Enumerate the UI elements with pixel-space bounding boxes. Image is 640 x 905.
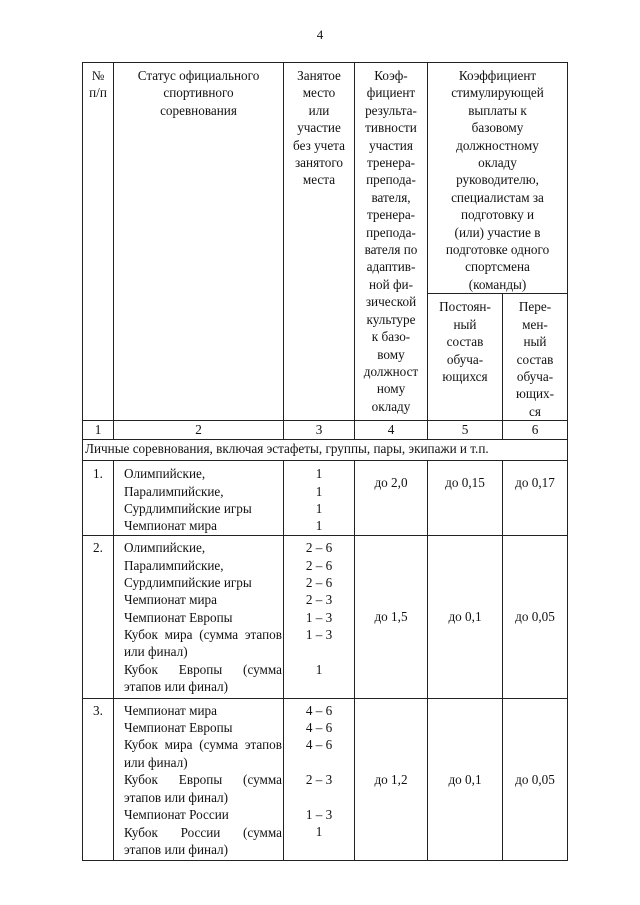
place-value — [286, 643, 352, 660]
status-line: Сурдлимпийские игры — [124, 500, 252, 516]
place-value: 2 – 6 — [305, 574, 333, 590]
section-row — [83, 440, 568, 461]
coefficient-value: до 2,0 — [355, 461, 428, 536]
table-row — [83, 461, 568, 536]
place-value: 4 – 6 — [305, 720, 333, 736]
status-line: Кубок Европы (сумма этапов или финал) — [124, 661, 282, 695]
place-value: 1 — [315, 518, 323, 534]
competition-status — [114, 536, 284, 699]
header-bonus-coefficient: Коэффициент стимулирующей выплаты к базовому должностному окладу руководителю, специалистам за подготовку и (или) участие в подготовке одного спортсмена (команды) — [428, 63, 568, 294]
header-number: № п/п — [83, 63, 114, 421]
status-line: Чемпионат Европы — [124, 720, 233, 736]
place-value: 2 – 6 — [305, 557, 333, 573]
place-value: 1 – 3 — [305, 609, 333, 625]
variable-value: до 0,05 — [503, 536, 568, 699]
place-value: 1 — [315, 466, 323, 482]
place-value: 1 — [315, 500, 323, 516]
status-line: Чемпионат мира — [124, 592, 217, 608]
place-value — [286, 841, 352, 858]
page-number: 4 — [316, 27, 324, 42]
place-value: 1 – 3 — [305, 807, 333, 823]
place-value: 2 – 3 — [305, 592, 333, 608]
place-value: 2 – 6 — [305, 540, 333, 556]
section-title: Личные соревнования, включая эстафеты, группы, пары, экипажи и т.п. — [83, 440, 568, 461]
status-line: Сурдлимпийские игры — [124, 574, 252, 590]
place-value: 4 – 6 — [305, 737, 333, 753]
competition-status — [114, 698, 284, 861]
header-row-top — [83, 63, 568, 294]
column-number-row — [83, 421, 568, 440]
status-line: Паралимпийские, — [124, 483, 224, 499]
place-cell — [284, 461, 355, 536]
permanent-value: до 0,15 — [428, 461, 503, 536]
place-value: 1 — [315, 824, 323, 840]
column-number: 5 — [428, 421, 503, 440]
header-permanent: Постоян- ный состав обуча- ющихся — [428, 294, 503, 421]
status-line: Кубок мира (сумма этапов или финал) — [124, 737, 282, 770]
competition-status — [114, 461, 284, 536]
place-value: 1 — [315, 661, 323, 677]
status-line: Паралимпийские, — [124, 557, 224, 573]
header-variable: Пере- мен- ный состав обуча- ющих- ся — [503, 294, 568, 421]
status-line: Чемпионат мира — [124, 702, 217, 718]
place-value — [286, 678, 352, 695]
place-value: 1 – 3 — [305, 627, 333, 643]
place-value — [286, 754, 352, 771]
header-coefficient: Коэф- фициент результа- тивности участия тренера- препода- вателя, тренера- препода- вателя по адаптив- ной фи- зической культуре к базо- вому должност ному окладу — [355, 63, 428, 421]
place-value: 1 — [315, 483, 323, 499]
place-value: 4 – 6 — [305, 702, 333, 718]
place-cell — [284, 536, 355, 699]
row-number: 1. — [83, 461, 114, 536]
column-number: 1 — [83, 421, 114, 440]
place-cell — [284, 698, 355, 861]
status-line: Чемпионат мира — [124, 518, 217, 534]
column-number: 3 — [284, 421, 355, 440]
status-line: Чемпионат Европы — [124, 609, 233, 625]
row-number: 3. — [83, 698, 114, 861]
header-status: Статус официального спортивного соревнования — [114, 63, 284, 421]
permanent-value: до 0,1 — [428, 698, 503, 861]
status-line: Олимпийские, — [124, 466, 206, 482]
column-number: 4 — [355, 421, 428, 440]
row-number: 2. — [83, 536, 114, 699]
status-line: Кубок России (сумма этапов или финал) — [124, 824, 282, 857]
place-value — [286, 789, 352, 806]
coefficient-value: до 1,2 — [355, 698, 428, 861]
permanent-value: до 0,1 — [428, 536, 503, 699]
coefficient-value: до 1,5 — [355, 536, 428, 699]
table-row — [83, 698, 568, 861]
header-place: Занятое место или участие без учета занятого места — [284, 63, 355, 421]
status-line: Чемпионат России — [124, 807, 229, 823]
table-row — [83, 536, 568, 699]
status-line: Олимпийские, — [124, 540, 206, 556]
column-number: 6 — [503, 421, 568, 440]
coefficients-table — [82, 62, 568, 861]
status-line: Кубок мира (сумма этапов или финал) — [124, 627, 282, 660]
status-line: Кубок Европы (сумма этапов или финал) — [124, 772, 282, 805]
column-number: 2 — [114, 421, 284, 440]
place-value: 2 – 3 — [305, 772, 333, 788]
variable-value: до 0,17 — [503, 461, 568, 536]
variable-value: до 0,05 — [503, 698, 568, 861]
